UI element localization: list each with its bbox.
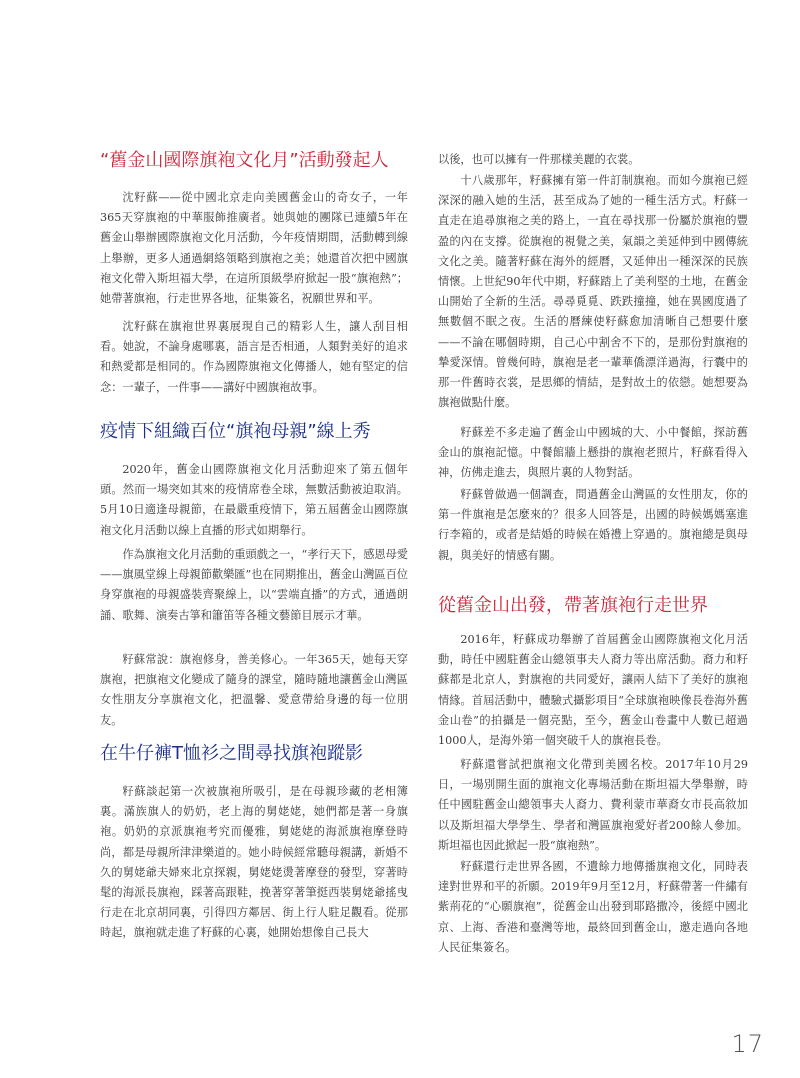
page-number: 17	[731, 1030, 764, 1058]
paragraph: 籽蘇常說：旗袍修身，善美修心。一年365天，她每天穿旗袍，把旗袍文化變成了隨身的課堂，隨時隨地讓舊金山灣區女性朋友分享旗袍文化，把溫馨、愛意帶給身邊的每一位朋友。	[100, 653, 408, 727]
paragraph: 以後，也可以擁有一件那樣美麗的衣裳。	[438, 153, 640, 166]
paragraph: 籽蘇曾做過一個調查，問過舊金山灣區的女性朋友，你的第一件旗袍是怎麼來的？很多人回答是，出國的時候媽媽塞進行李箱的，或者是結婚的時候在婚禮上穿過的。旗袍總是與母親，與美好的情感有關。	[438, 488, 748, 562]
section-heading-travel-world: 從舊金山出發，帶著旗袍行走世界	[438, 595, 708, 616]
section-heading-qipao-month-founder: “舊金山國際旗袍文化月”活動發起人	[100, 150, 389, 171]
section-heading-online-show: 疫情下組織百位“旗袍母親”線上秀	[100, 421, 371, 442]
paragraph: 籽蘇談起第一次被旗袍所吸引，是在母親珍藏的老相簿裏。滿族旗人的奶奶，老上海的舅姥姥，她們都是著一身旗袍。奶奶的京派旗袍考究而優雅，舅姥姥的海派旗袍摩登時尚，都是母親所津津樂道的。她小時候經常聽母親講，新婚不久的舅姥爺夫婦來北京探親，舅姥姥燙著摩登的發型，穿著時髦的海派長旗袍，踩著高跟鞋，挽著穿著筆挺西裝舅姥爺搖曳行走在北京胡同裏，引得四方鄰居、街上行人駐足觀看。從那時起，旗袍就走進了籽蘇的心裏，她開始想像自己長大	[100, 785, 408, 940]
section-heading-jeans-tshirt: 在牛仔褲T恤衫之間尋找旗袍蹤影	[100, 743, 363, 764]
paragraph: 籽蘇差不多走遍了舊金山中國城的大、小中餐館，探訪舊金山的旗袍記憶。中餐館牆上懸掛的旗袍老照片，籽蘇看得入神，仿佛走進去，與照片裏的人物對話。	[438, 426, 748, 480]
paragraph: 作為旗袍文化月活動的重頭戲之一，“孝行天下，感恩母愛——旗風堂線上母親節歡樂匯”也在同期推出，舊金山灣區百位身穿旗袍的母親盛裝齊聚線上，以“雲端直播”的方式，通過朗誦、歌舞、演奏古箏和簫笛等各種文藝節目展示才華。	[100, 548, 408, 622]
paragraph: 2020年，舊金山國際旗袍文化月活動迎來了第五個年頭。然而一場突如其來的疫情席卷全球，無數活動被迫取消。5月10日適逢母親節，在最嚴重疫情下，第五屆舊金山國際旗袍文化月活動以線上直播的形式如期舉行。	[100, 463, 408, 537]
paragraph: 籽蘇還行走世界各國，不遺餘力地傳播旗袍文化，同時表達對世界和平的祈願。2019年9月至12月，籽蘇帶著一件繡有紫荊花的“心願旗袍”，從舊金山出發到耶路撒冷，後經中國北京、上海、香港和臺灣等地，最終回到舊金山，邀走過向各地人民征集簽名。	[438, 860, 748, 954]
paragraph: 2016年，籽蘇成功舉辦了首屆舊金山國際旗袍文化月活動，時任中國駐舊金山總領事夫人裔力等出席活動。裔力和籽蘇都是北京人，對旗袍的共同愛好，讓兩人結下了美好的旗袍情緣。首屆活動中，體驗式攝影項目“全球旗袍映像長卷海外舊金山卷”的拍攝是一個亮點，至今，舊金山卷畫中人數已超過1000人，是海外第一個突破千人的旗袍長卷。	[438, 633, 748, 748]
paragraph: 籽蘇還嘗試把旗袍文化帶到美國名校。2017年10月29日，一場別開生面的旗袍文化專場活動在斯坦福大學舉辦，時任中國駐舊金山總領事夫人裔力、費利蒙市華裔女市長高敘加以及斯坦福大學學生、學者和灣區旗袍愛好者200餘人參加。斯坦福也因此掀起一股“旗袍熱”。	[438, 758, 748, 852]
paragraph: 沈籽蘇——從中國北京走向美國舊金山的奇女子，一年365天穿旗袍的中華服飾推廣者。她與她的團隊已連續5年在舊金山舉辦國際旗袍文化月活動，今年疫情期間，活動轉到線上舉辦，更多人通過網絡領略到旗袍之美；她還首次把中國旗袍文化帶入斯坦福大學，在這所頂級學府掀起一股“旗袍熱”；她帶著旗袍，行走世界各地，征集簽名，祝願世界和平。	[100, 191, 408, 306]
paragraph: 沈籽蘇在旗袍世界裏展現自己的精彩人生，讓人刮目相看。她說，不論身處哪裏，語言是否相通，人類對美好的追求和熱愛都是相同的。作為國際旗袍文化傳播人，她有堅定的信念：一輩子，一件事——講好中國旗袍故事。	[100, 320, 408, 394]
paragraph: 十八歲那年，籽蘇擁有第一件訂制旗袍。而如今旗袍已經深深的融入她的生活，甚至成為了她的一種生活方式。籽蘇一直走在追尋旗袍之美的路上，一直在尋找那一份屬於旗袍的豐盈的內在支撐。從旗袍的視覺之美，氣韻之美延伸到中國傳統文化之美。隨著籽蘇在海外的經曆，又延伸出一種深深的民族情懷。上世紀90年代中期，籽蘇踏上了美利堅的土地，在舊金山開始了全新的生活。尋尋覓覓、跌跌撞撞，她在異國度過了無數個不眠之夜。生活的曆練使籽蘇愈加清晰自己想要什麼——不論在哪個時期，自己心中割舍不下的，是那份對旗袍的摯愛深情。曾幾何時，旗袍是老一輩華僑漂洋過海，行囊中的那一件舊時衣裳，是思鄉的情結，是對故土的依戀。她想要為旗袍做點什麼。	[438, 174, 748, 410]
